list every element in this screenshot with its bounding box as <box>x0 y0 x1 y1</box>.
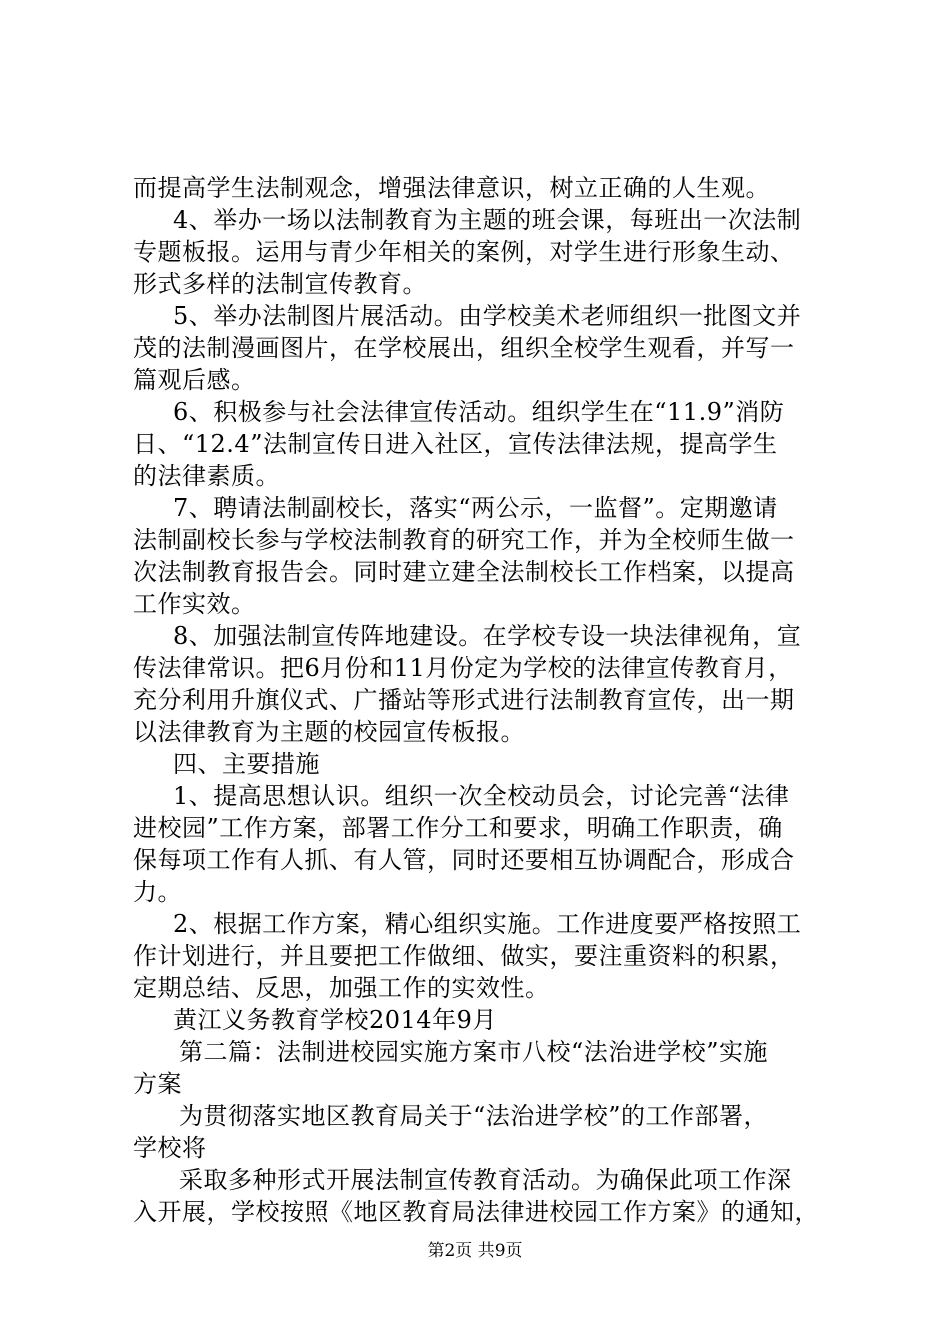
page-footer: 第2页 共9页 <box>427 1241 523 1261</box>
text-line: 1、提高思想认识。组织一次全校动员会，讨论完善“法律 <box>173 782 790 810</box>
text-line: 7、聘请法制副校长，落实“两公示，一监督”。定期邀请 <box>173 494 778 522</box>
text-line: 采取多种形式开展法制宣传教育活动。为确保此项工作深 <box>179 1166 792 1194</box>
text-line: 4、举办一场以法制教育为主题的班会课，每班出一次法制 <box>173 206 802 234</box>
text-line: 日、“12.4”法制宣传日进入社区，宣传法律法规，提高学生 <box>133 430 778 458</box>
text-line: 5、举办法制图片展活动。由学校美术老师组织一批图文并 <box>173 302 802 330</box>
text-line: 8、加强法制宣传阵地建设。在学校专设一块法律视角，宣 <box>173 622 802 650</box>
text-line: 第二篇：法制进校园实施方案市八校“法治进学校”实施 <box>179 1038 769 1066</box>
text-line: 篇观后感。 <box>133 366 256 394</box>
text-line: 定期总结、反思，加强工作的实效性。 <box>133 974 550 1002</box>
text-line: 工作实效。 <box>133 590 256 618</box>
text-line: 专题板报。运用与青少年相关的案例，对学生进行形象生动、 <box>133 238 795 266</box>
text-line: 以法律教育为主题的校园宣传板报。 <box>133 718 525 746</box>
text-line: 2、根据工作方案，精心组织实施。工作进度要严格按照工 <box>173 910 802 938</box>
text-line: 为贯彻落实地区教育局关于“法治进学校”的工作部署， <box>179 1102 769 1130</box>
text-line: 6、积极参与社会法律宣传活动。组织学生在“11.9”消防 <box>173 398 785 426</box>
text-line: 黄江义务教育学校2014年9月 <box>173 1006 497 1034</box>
text-line: 茂的法制漫画图片，在学校展出，组织全校学生观看，并写一 <box>133 334 795 362</box>
text-line: 保每项工作有人抓、有人管，同时还要相互协调配合，形成合 <box>133 846 795 874</box>
text-line: 入开展，学校按照《地区教育局法律进校园工作方案》的通知， <box>133 1198 819 1226</box>
text-line: 传法律常识。把6月份和11月份定为学校的法律宣传教育月， <box>133 654 793 682</box>
text-line: 方案 <box>133 1070 182 1098</box>
text-line: 的法律素质。 <box>133 462 280 490</box>
text-line: 四、主要措施 <box>173 750 320 778</box>
document-body <box>133 172 833 1228</box>
text-line: 学校将 <box>133 1134 207 1162</box>
text-line: 作计划进行，并且要把工作做细、做实，要注重资料的积累， <box>133 942 795 970</box>
text-line: 进校园”工作方案，部署工作分工和要求，明确工作职责，确 <box>133 814 783 842</box>
text-line: 而提高学生法制观念，增强法律意识，树立正确的人生观。 <box>133 174 770 202</box>
text-line: 次法制教育报告会。同时建立建全法制校长工作档案，以提高 <box>133 558 795 586</box>
text-line: 充分利用升旗仪式、广播站等形式进行法制教育宣传，出一期 <box>133 686 795 714</box>
text-line: 法制副校长参与学校法制教育的研究工作，并为全校师生做一 <box>133 526 795 554</box>
text-line: 力。 <box>133 878 182 906</box>
text-line: 形式多样的法制宣传教育。 <box>133 270 427 298</box>
